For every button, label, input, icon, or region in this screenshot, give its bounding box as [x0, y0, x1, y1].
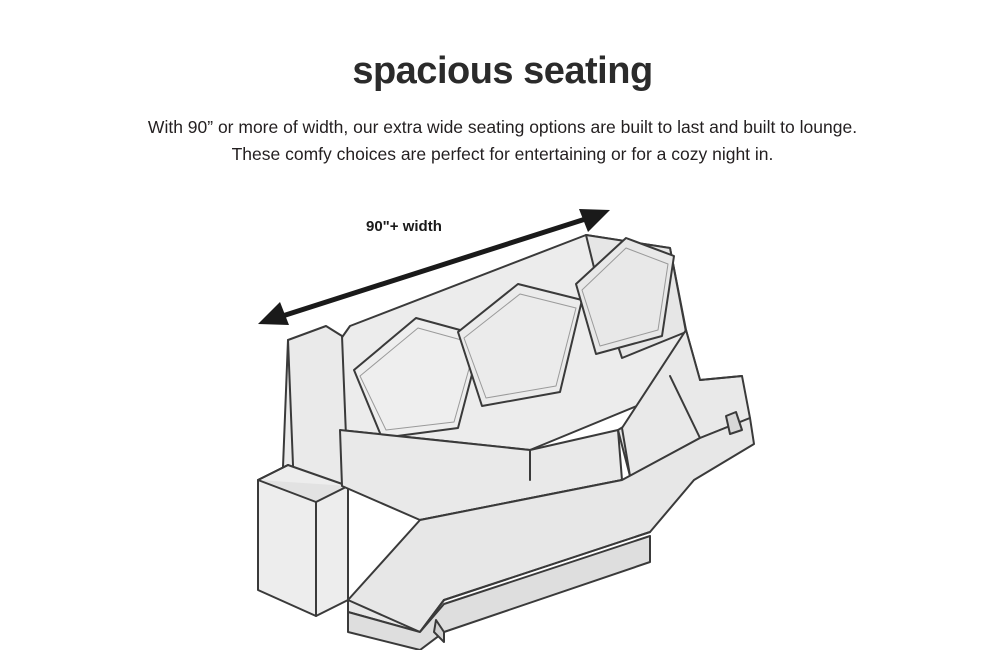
description-line-2: These comfy choices are perfect for entertaining or for a cozy night in. [231, 144, 774, 164]
sofa-left-arm [258, 326, 348, 616]
sofa-line-drawing-svg [230, 180, 790, 650]
width-callout-label: 90"+ width [366, 218, 442, 235]
description-line-1: With 90” or more of width, our extra wide seating options are built to last and built to lounge. [147, 117, 858, 137]
description-text [0, 114, 1005, 168]
page-title: spacious seating [352, 50, 653, 92]
sofa-illustration [230, 180, 790, 650]
